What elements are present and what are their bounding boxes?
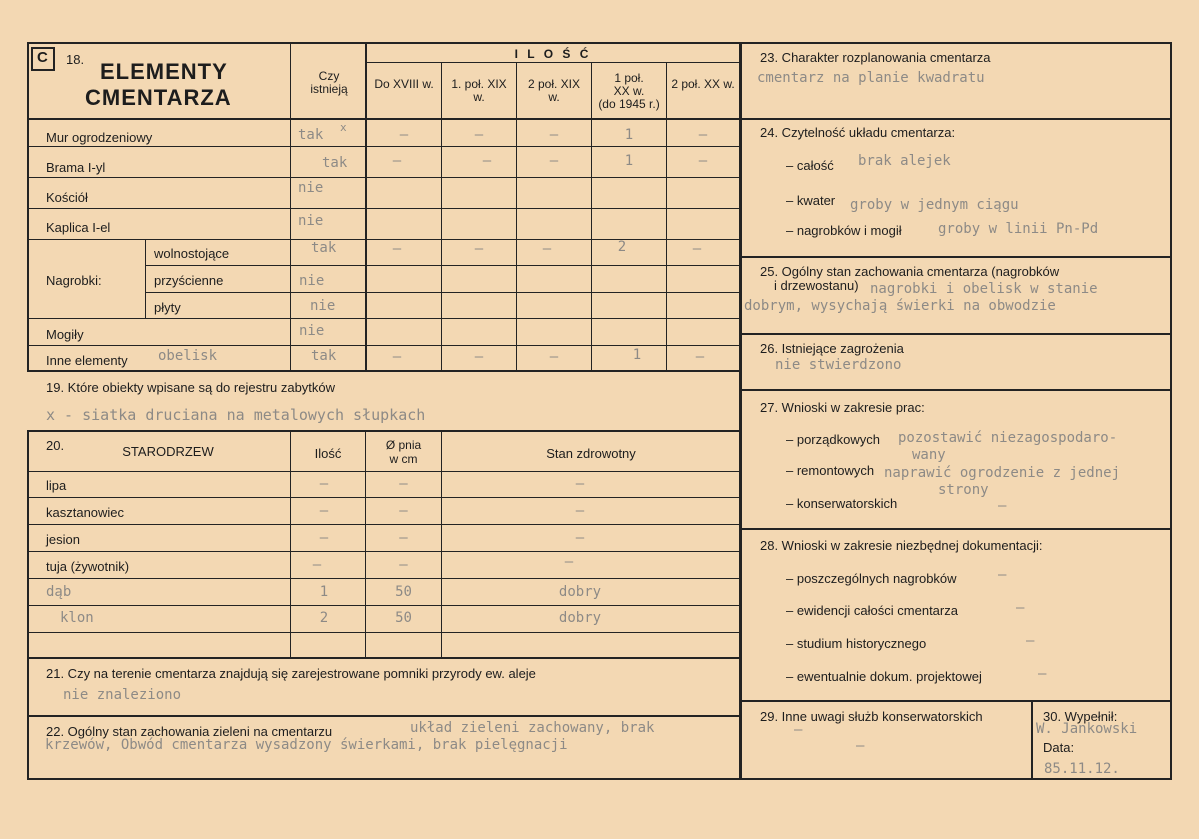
divider-row5 bbox=[145, 265, 740, 266]
s26-value: nie stwierdzono bbox=[775, 357, 902, 373]
col-1p20-header-a: 1 poł. bbox=[614, 71, 644, 85]
row-label-brama: Brama I-yl bbox=[46, 160, 106, 175]
divider-28-top bbox=[740, 528, 1172, 530]
divider-row2 bbox=[27, 177, 740, 178]
exists-kaplica: nie bbox=[298, 213, 324, 229]
tree-name: dąb bbox=[46, 584, 72, 600]
tree-name: tuja (żywotnik) bbox=[46, 559, 130, 574]
nagrobki-label: Nagrobki: bbox=[46, 273, 102, 288]
s24-item-label: kwater bbox=[796, 193, 836, 208]
s20-col-qty: Ilość bbox=[314, 446, 342, 461]
row-label-przyscienne: przyścienne bbox=[154, 273, 224, 288]
s20-title: STARODRZEW bbox=[122, 444, 214, 459]
bullet-dash: – bbox=[786, 571, 797, 586]
vline-nagrobki bbox=[145, 239, 146, 319]
s28-item-label: ewidencji całości cmentarza bbox=[796, 603, 958, 618]
tree-diam: 50 bbox=[395, 584, 412, 600]
divider-18-bottom bbox=[27, 370, 740, 372]
frame-right bbox=[1170, 42, 1172, 780]
s30-label: 30. Wypełnił: bbox=[1043, 709, 1118, 724]
tree-diam: – bbox=[399, 557, 408, 573]
qty-cell: – bbox=[392, 241, 402, 257]
tree-health: – bbox=[575, 530, 585, 546]
qty-cell: – bbox=[392, 153, 402, 169]
s19-value: x - siatka druciana na metalowych słupkach bbox=[46, 406, 426, 424]
col-2p20-header: 2 poł. XX w. bbox=[671, 77, 735, 91]
qty-cell: – bbox=[482, 153, 492, 169]
s27-value-porzadkowych-1: pozostawić niezagospodaro- bbox=[898, 430, 1118, 446]
s28-value-ewidencji: – bbox=[1016, 600, 1025, 616]
s21-value: nie znaleziono bbox=[63, 687, 182, 703]
bullet-dash: – bbox=[786, 432, 797, 447]
qty-cell: – bbox=[474, 241, 484, 257]
row-label-mogily: Mogiły bbox=[46, 327, 84, 342]
divider-20-r3 bbox=[27, 551, 740, 552]
s20-col-diam-1: Ø pnia bbox=[385, 438, 422, 452]
divider-row8 bbox=[27, 345, 740, 346]
s28-item-label: poszczególnych nagrobków bbox=[796, 571, 957, 586]
qty-cell: 1 bbox=[624, 153, 634, 169]
frame-bottom bbox=[27, 778, 1172, 780]
exists-kosciol: nie bbox=[298, 180, 324, 196]
bullet-dash: – bbox=[786, 496, 797, 511]
bullet-dash: – bbox=[786, 463, 797, 478]
col-1p20-header-c: (do 1945 r.) bbox=[598, 97, 660, 111]
qty-cell: – bbox=[399, 127, 409, 143]
exists-inne: tak bbox=[311, 348, 337, 364]
s27-item-label: remontowych bbox=[796, 463, 875, 478]
divider-20-r5 bbox=[27, 605, 740, 606]
s21-label: 21. Czy na terenie cmentarza znajdują się zarejestrowane pomniki przyrody ew. aleje bbox=[46, 666, 536, 681]
s24-value-kwater: groby w jednym ciągu bbox=[850, 197, 1019, 213]
tree-qty: 2 bbox=[319, 610, 329, 626]
s27-value-konserwatorskich: – bbox=[998, 498, 1007, 514]
vline-18-c2 bbox=[441, 62, 442, 371]
s20-col-diam-2: w cm bbox=[389, 452, 418, 466]
s19-label: 19. Które obiekty wpisane są do rejestru zabytków bbox=[46, 380, 336, 395]
exists-wolnostojace: tak bbox=[311, 240, 337, 256]
divider-25-top bbox=[740, 256, 1172, 258]
row-label-plyty: płyty bbox=[154, 300, 181, 315]
qty-cell: 1 bbox=[624, 127, 634, 143]
s29-label: 29. Inne uwagi służb konserwatorskich bbox=[760, 709, 983, 724]
divider-21-top bbox=[27, 657, 740, 659]
divider-row6 bbox=[145, 292, 740, 293]
divider-20-header bbox=[27, 471, 740, 472]
s22-label: 22. Ogólny stan zachowania zieleni na cmentarzu bbox=[46, 724, 333, 739]
s29-value-2: – bbox=[856, 738, 865, 754]
column-divider bbox=[739, 42, 742, 780]
s18-title-line2: CMENTARZA bbox=[85, 85, 232, 110]
s24-value-calosc: brak alejek bbox=[858, 153, 951, 169]
tree-qty: – bbox=[319, 503, 329, 519]
s28-item-studium bbox=[786, 636, 926, 651]
vline-18-label bbox=[290, 42, 291, 371]
vline-18-c5 bbox=[666, 62, 667, 371]
s24-item-label: całość bbox=[796, 158, 834, 173]
s28-item-nagrobkow bbox=[786, 571, 957, 586]
col-1p20-header-b: XX w. bbox=[613, 84, 645, 98]
divider-row7 bbox=[27, 318, 740, 319]
qty-cell: – bbox=[542, 241, 552, 257]
s24-item-label: nagrobków i mogił bbox=[796, 223, 902, 238]
qty-cell: – bbox=[549, 349, 559, 365]
qty-cell: 2 bbox=[617, 239, 627, 255]
s24-item-nagrobkow bbox=[786, 223, 902, 238]
s28-item-label: studium historycznego bbox=[796, 636, 927, 651]
s18-title-line1: ELEMENTY bbox=[100, 59, 228, 84]
s24-item-kwater bbox=[786, 193, 835, 208]
s24-label: 24. Czytelność układu cmentarza: bbox=[760, 125, 956, 140]
tree-qty: – bbox=[319, 476, 329, 492]
bullet-dash: – bbox=[786, 669, 797, 684]
row-label-inne: Inne elementy bbox=[46, 353, 128, 368]
exists-przyscienne: nie bbox=[299, 273, 325, 289]
s30-date-value: 85.11.12. bbox=[1044, 761, 1120, 777]
row-label-kaplica: Kaplica I-el bbox=[46, 220, 111, 235]
qty-cell: – bbox=[549, 127, 559, 143]
divider-ilosc bbox=[365, 62, 740, 63]
s28-item-ewidencji bbox=[786, 603, 958, 618]
s27-item-porzadkowych bbox=[786, 432, 880, 447]
s27-item-konserwatorskich bbox=[786, 496, 897, 511]
s28-label: 28. Wnioski w zakresie niezbędnej dokumentacji: bbox=[760, 538, 1043, 553]
row-label-kosciol: Kościół bbox=[46, 190, 88, 205]
s28-item-projektowej bbox=[786, 669, 982, 684]
col-exists-header: Czy istnieją bbox=[310, 69, 348, 96]
qty-cell: – bbox=[692, 241, 702, 257]
s25-label-line1: 25. Ogólny stan zachowania cmentarza (nagrobków bbox=[760, 264, 1060, 279]
s20-number: 20. bbox=[46, 438, 65, 453]
vline-18-c3 bbox=[516, 62, 517, 371]
tree-health: – bbox=[575, 503, 585, 519]
section-letter: C bbox=[37, 49, 48, 66]
qty-cell: – bbox=[695, 349, 705, 365]
tree-qty: 1 bbox=[319, 584, 329, 600]
s24-item-calosc bbox=[786, 158, 834, 173]
tree-diam: – bbox=[399, 476, 408, 492]
tree-name: kasztanowiec bbox=[46, 505, 125, 520]
col-2p19-header: 2 poł. XIX w. bbox=[527, 77, 581, 104]
s27-value-remontowych-2: strony bbox=[938, 482, 989, 498]
tree-diam: 50 bbox=[395, 610, 412, 626]
s30-date-label: Data: bbox=[1043, 740, 1075, 755]
divider-26-top bbox=[740, 333, 1172, 335]
bullet-dash: – bbox=[786, 603, 797, 618]
divider-20-r2 bbox=[27, 524, 740, 525]
tree-diam: – bbox=[399, 530, 408, 546]
tree-name: lipa bbox=[46, 478, 67, 493]
exists-mur-mark: x bbox=[340, 121, 347, 134]
qty-cell: – bbox=[392, 349, 402, 365]
s22-value-line2: krzewów, Obwód cmentarza wysadzony świerkami, brak pielęgnacji bbox=[45, 737, 568, 753]
s27-item-label: porządkowych bbox=[796, 432, 880, 447]
s27-value-porzadkowych-2: wany bbox=[912, 447, 946, 463]
s28-value-studium: – bbox=[1026, 633, 1035, 649]
s27-value-remontowych-1: naprawić ogrodzenie z jednej bbox=[884, 465, 1121, 481]
qty-cell: – bbox=[698, 127, 708, 143]
s20-col-health: Stan zdrowotny bbox=[546, 446, 636, 461]
s24-value-nagrobkow: groby w linii Pn-Pd bbox=[938, 221, 1099, 237]
bullet-dash: – bbox=[786, 158, 797, 173]
ilosc-header: I L O Ś Ć bbox=[514, 47, 592, 61]
divider-20-r4 bbox=[27, 578, 740, 579]
bullet-dash: – bbox=[786, 193, 797, 208]
bullet-dash: – bbox=[786, 636, 797, 651]
s23-value: cmentarz na planie kwadratu bbox=[757, 70, 985, 86]
tree-qty: – bbox=[312, 557, 322, 573]
exists-mur: tak bbox=[298, 127, 324, 143]
exists-brama: tak bbox=[322, 155, 348, 171]
tree-name: klon bbox=[60, 610, 94, 626]
s25-value-line1: nagrobki i obelisk w stanie bbox=[870, 281, 1098, 297]
divider-row3 bbox=[27, 208, 740, 209]
s26-label: 26. Istniejące zagrożenia bbox=[760, 341, 904, 356]
qty-cell: – bbox=[474, 127, 484, 143]
divider-row1 bbox=[27, 146, 740, 147]
s29-value-1: – bbox=[794, 722, 803, 738]
s28-item-label: ewentualnie dokum. projektowej bbox=[796, 669, 982, 684]
qty-cell: 1 bbox=[632, 347, 642, 363]
divider-22-top bbox=[27, 715, 740, 717]
s25-label-line2: i drzewostanu) bbox=[774, 278, 859, 293]
tree-health: dobry bbox=[558, 610, 602, 626]
vline-29-30 bbox=[1031, 700, 1033, 779]
tree-health: – bbox=[564, 554, 574, 570]
col-1p19-header: 1. poł. XIX w. bbox=[451, 77, 507, 104]
qty-cell: – bbox=[549, 153, 559, 169]
frame-top bbox=[27, 42, 1172, 44]
s27-label: 27. Wnioski w zakresie prac: bbox=[760, 400, 925, 415]
bullet-dash: – bbox=[786, 223, 797, 238]
divider-29-top bbox=[740, 700, 1172, 702]
exists-plyty: nie bbox=[310, 298, 336, 314]
vline-18-exists bbox=[365, 42, 367, 371]
s22-value-line1: układ zieleni zachowany, brak bbox=[410, 720, 655, 736]
tree-health: dobry bbox=[558, 584, 602, 600]
divider-27-top bbox=[740, 389, 1172, 391]
row-label-wolnostojace: wolnostojące bbox=[154, 246, 230, 261]
divider-24-top bbox=[740, 118, 1172, 120]
inne-elementy-value: obelisk bbox=[158, 348, 218, 364]
tree-qty: – bbox=[319, 530, 329, 546]
tree-name: jesion bbox=[46, 532, 80, 547]
divider-20-r6 bbox=[27, 632, 740, 633]
s28-value-projektowej: – bbox=[1038, 666, 1047, 682]
s18-number: 18. bbox=[66, 52, 85, 67]
divider-20-top bbox=[27, 430, 740, 432]
exists-mogily: nie bbox=[299, 323, 325, 339]
s28-value-nagrobkow: – bbox=[998, 567, 1007, 583]
tree-diam: – bbox=[399, 503, 408, 519]
divider-18-header bbox=[27, 118, 740, 120]
qty-cell: – bbox=[698, 153, 708, 169]
s30-value: W. Jankowski bbox=[1036, 721, 1138, 737]
row-label-mur: Mur ogrodzeniowy bbox=[46, 130, 153, 145]
s27-item-remontowych bbox=[786, 463, 874, 478]
col-do18-header: Do XVIII w. bbox=[374, 77, 434, 91]
frame-left bbox=[27, 42, 29, 370]
s23-label: 23. Charakter rozplanowania cmentarza bbox=[760, 50, 991, 65]
tree-health: – bbox=[575, 476, 585, 492]
s25-value-line2: dobrym, wysychają świerki na obwodzie bbox=[744, 298, 1056, 314]
divider-20-r1 bbox=[27, 497, 740, 498]
qty-cell: – bbox=[474, 349, 484, 365]
s27-item-label: konserwatorskich bbox=[796, 496, 898, 511]
